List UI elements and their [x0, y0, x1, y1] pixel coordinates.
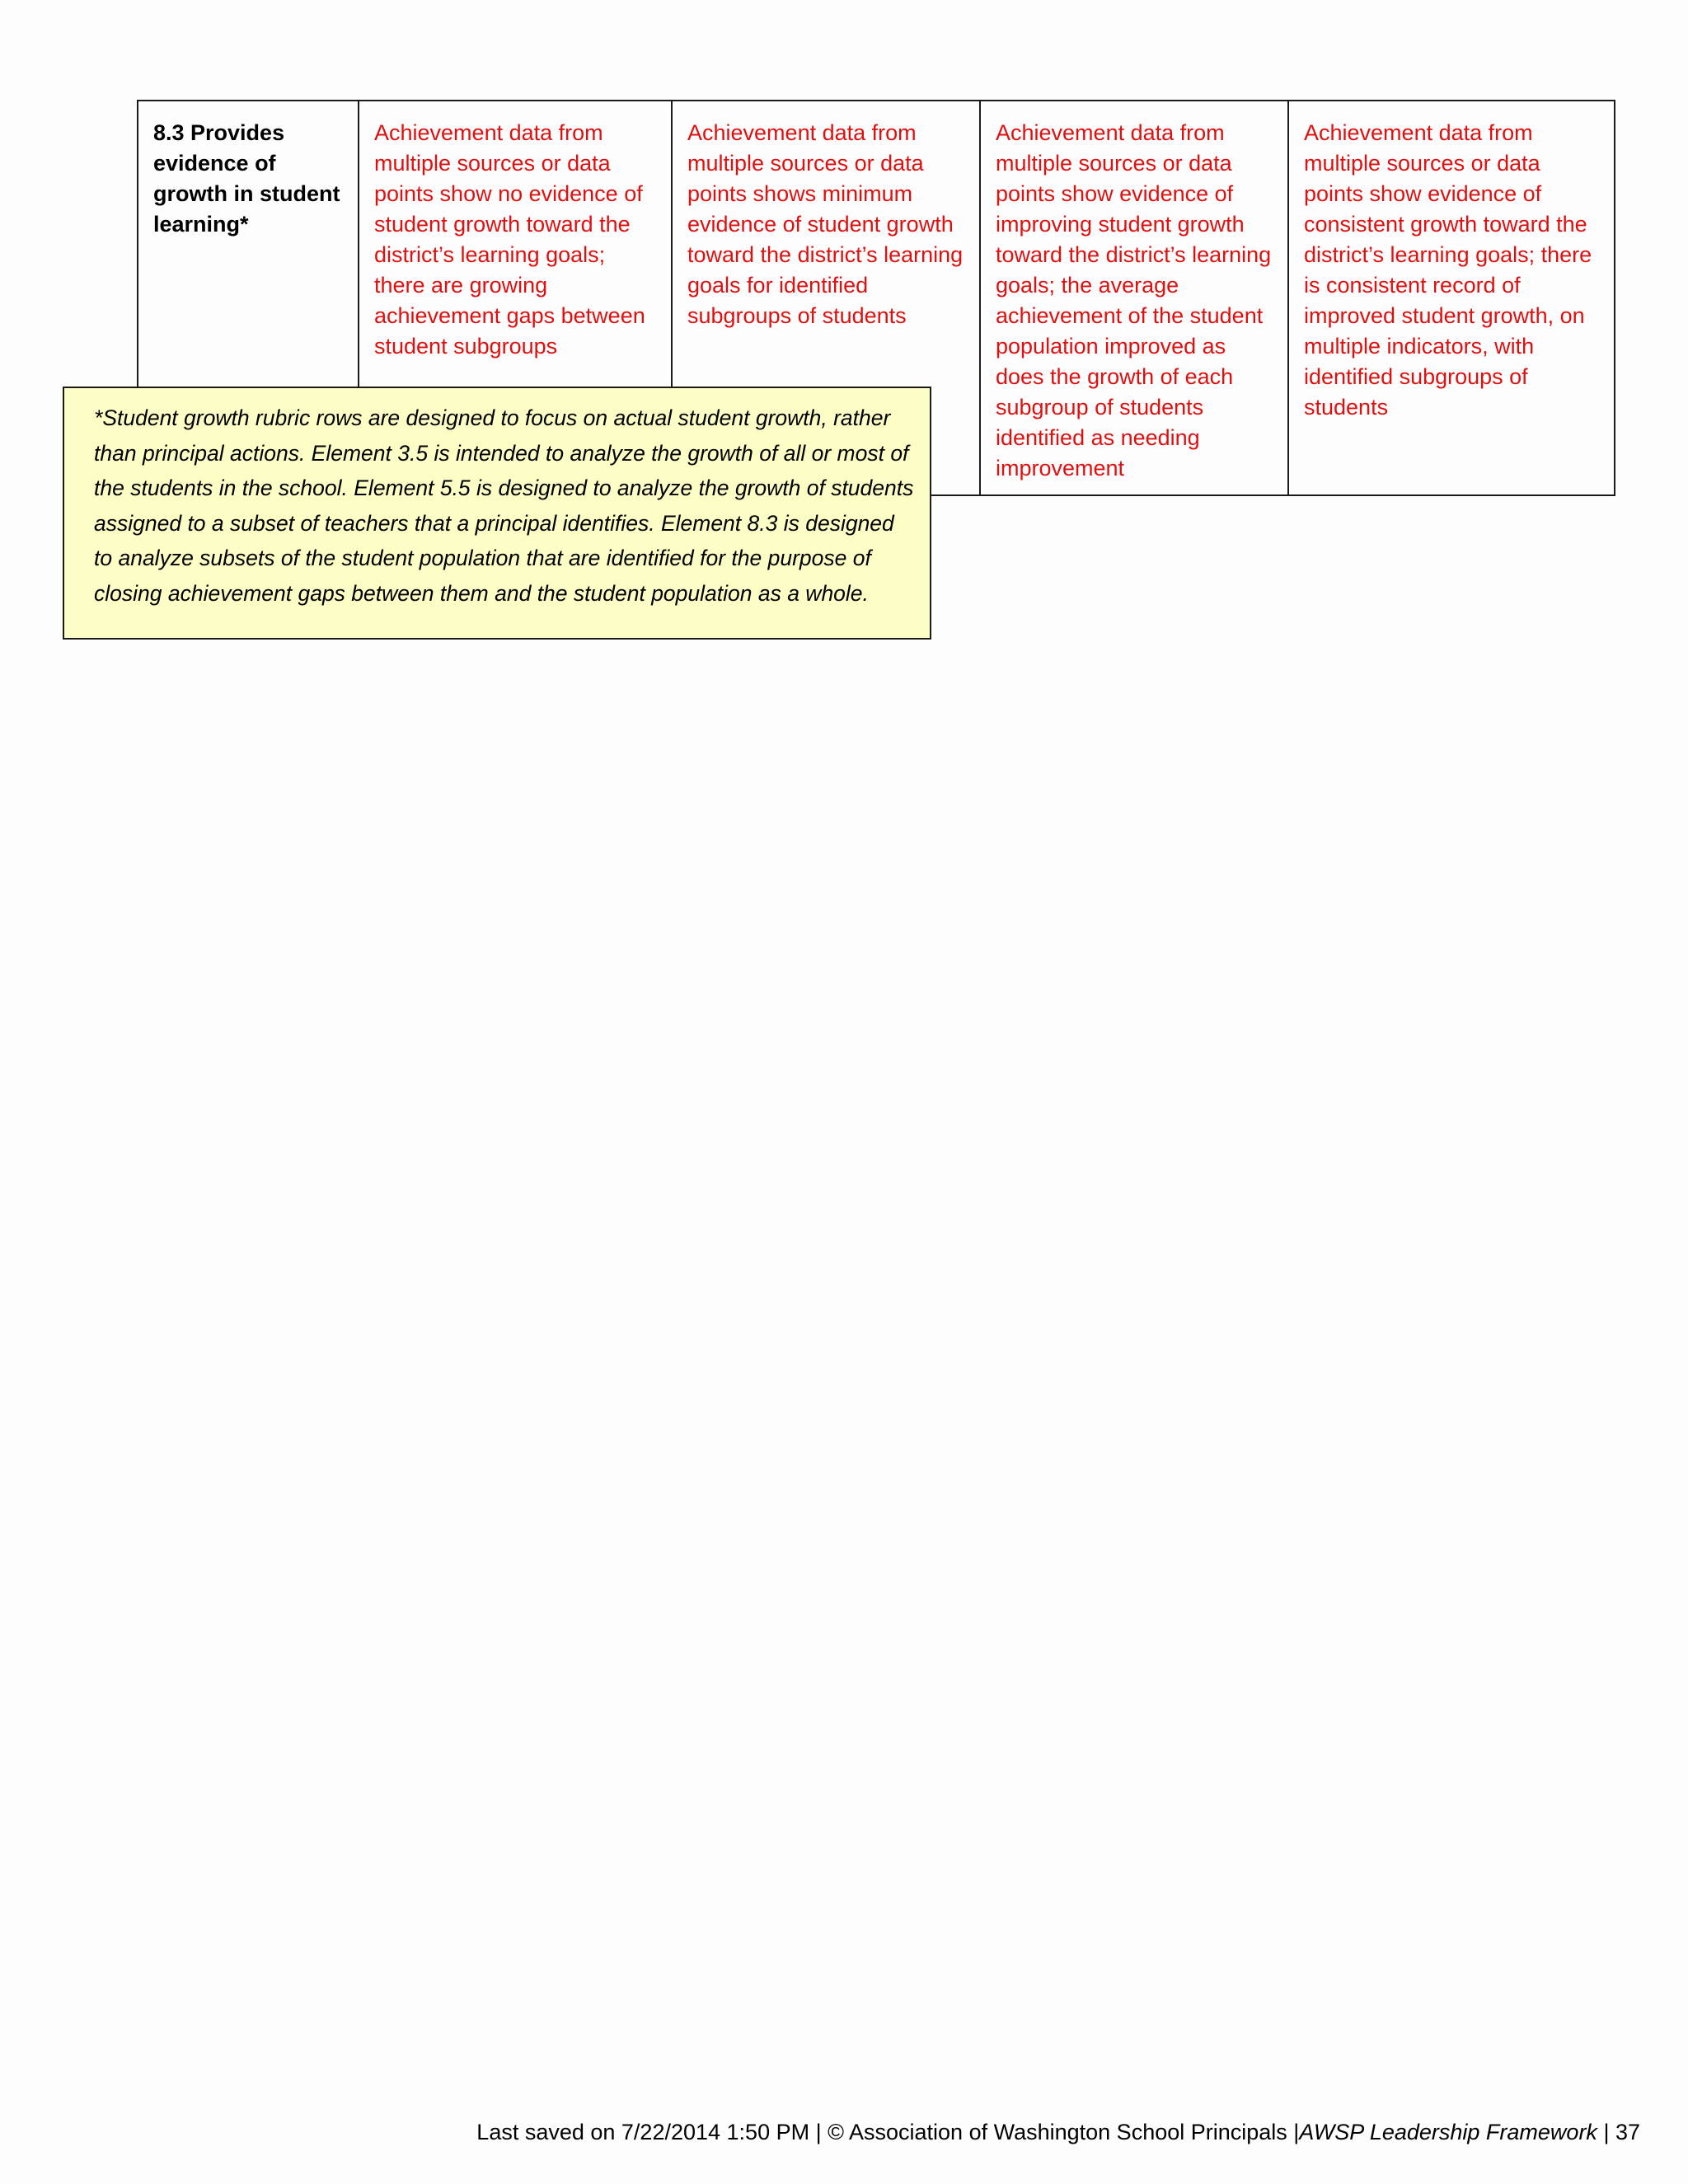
level-3-cell: Achievement data from multiple sources or data points show evidence of improving student growth toward the district’s learning goals; the average achievement of the student population improved as does the growth of each subgroup of students identified as needing improvement: [980, 101, 1288, 495]
student-growth-note: [63, 387, 931, 640]
note-text: *Student growth rubric rows are designed to focus on actual student growth, rather than principal actions. Element 3.5 is intended to analyze the growth of all or most of the students in the school. Element 5.5 is designed to analyze the growth of students assigned to a subset of teachers that a principal identifies. Element 8.3 is designed to analyze subsets of the student population that are identified for the purpose of closing achievement gaps between them and the student population as a whole.: [94, 405, 914, 606]
level-1-cell: Achievement data from multiple sources or data points show no evidence of student growth toward the district’s learning goals; there are growing achievement gaps between student subgroups: [359, 101, 672, 495]
criterion-cell: 8.3 Provides evidence of growth in student learning*: [138, 101, 359, 495]
page-footer: [476, 2117, 1640, 2147]
level-2-cell: Achievement data from multiple sources or data points shows minimum evidence of student growth toward the district’s learning goals for identified subgroups of students: [672, 101, 980, 495]
footer-saved: Last saved on 7/22/2014 1:50 PM | © Association of Washington School Principals |: [476, 2120, 1300, 2144]
level-4-cell: Achievement data from multiple sources or data points show evidence of consistent growth toward the district’s learning goals; there is consistent record of improved student growth, on multiple indicators, with identified subgroups of students: [1288, 101, 1615, 495]
footer-page-number: | 37: [1597, 2120, 1640, 2144]
footer-doc-title: AWSP Leadership Framework: [1299, 2120, 1597, 2144]
